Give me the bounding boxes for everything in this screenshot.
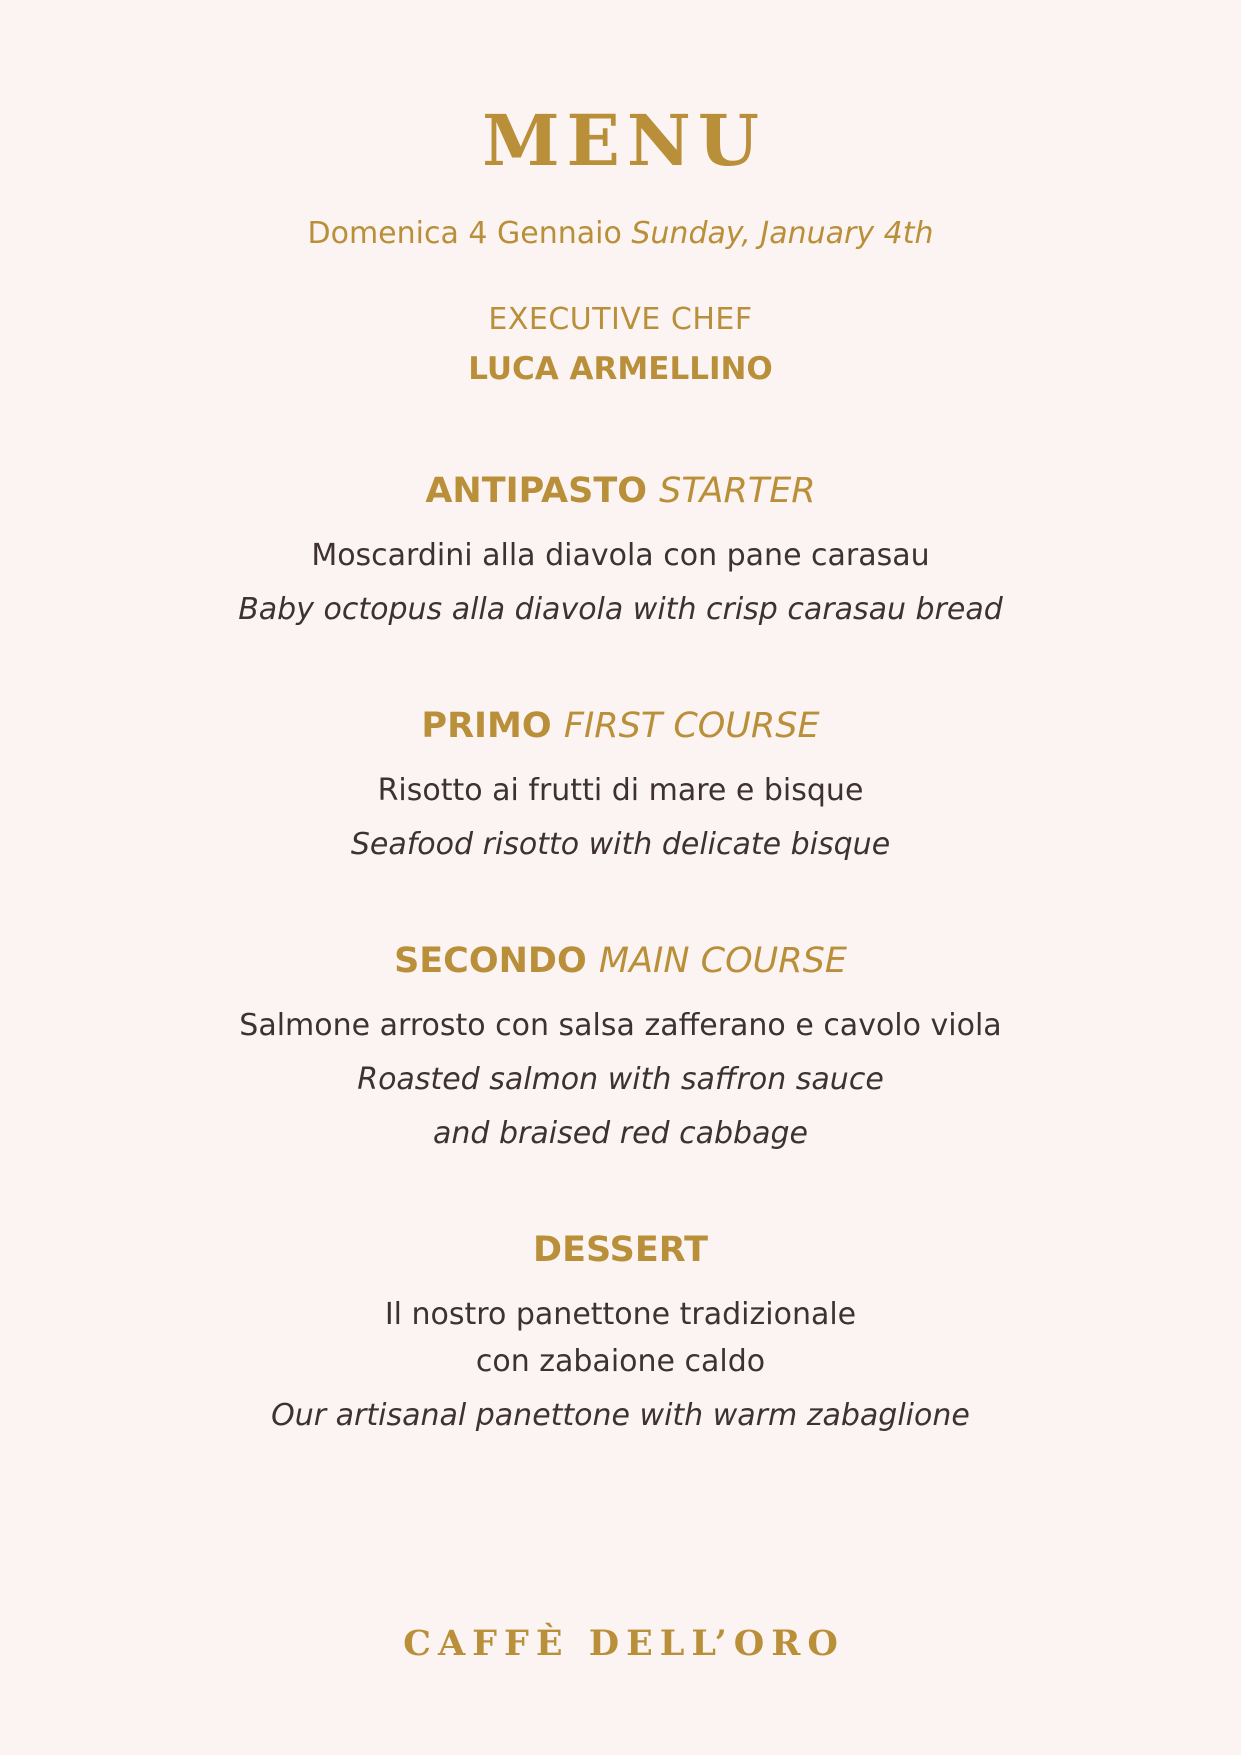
course-title-dessert xyxy=(0,1227,1241,1273)
course-title-secondo xyxy=(0,938,1241,984)
dish-english: and braised red cabbage xyxy=(433,1116,808,1151)
menu-date xyxy=(0,214,1241,254)
dish-italian: Risotto ai frutti di mare e bisque xyxy=(377,773,864,808)
course-title-italian: PRIMO xyxy=(421,706,552,746)
date-english: Sunday, January 4th xyxy=(631,216,934,251)
course-title-antipasto xyxy=(0,468,1241,514)
course-title-italian: SECONDO xyxy=(394,941,587,981)
dish-italian: Il nostro panettone tradizionale xyxy=(384,1297,857,1332)
course-title-italian: DESSERT xyxy=(533,1230,708,1270)
course-title-italian: ANTIPASTO xyxy=(425,471,647,511)
page-title: MENU xyxy=(482,99,766,182)
dish-italian: Salmone arrosto con salsa zafferano e cavolo viola xyxy=(239,1008,1002,1043)
course-title-english: STARTER xyxy=(659,471,816,511)
course-title-english: MAIN COURSE xyxy=(598,941,847,981)
dish-english: Seafood risotto with delicate bisque xyxy=(350,827,891,862)
dish-english: Roasted salmon with saffron sauce xyxy=(357,1062,884,1097)
chef-role: EXECUTIVE CHEF xyxy=(488,302,753,337)
dish-italian: Moscardini alla diavola con pane carasau xyxy=(311,538,930,573)
dish-english: Baby octopus alla diavola with crisp carasau bread xyxy=(238,592,1003,627)
dish-italian: con zabaione caldo xyxy=(475,1344,766,1379)
course-title-primo xyxy=(0,703,1241,749)
dish-english: Our artisanal panettone with warm zabaglione xyxy=(271,1398,970,1433)
course-title-english: FIRST COURSE xyxy=(563,706,820,746)
chef-name: LUCA ARMELLINO xyxy=(468,351,773,387)
brand-logo: CAFFÈ DELL’ORO xyxy=(403,1623,845,1664)
date-italian: Domenica 4 Gennaio xyxy=(307,216,622,251)
